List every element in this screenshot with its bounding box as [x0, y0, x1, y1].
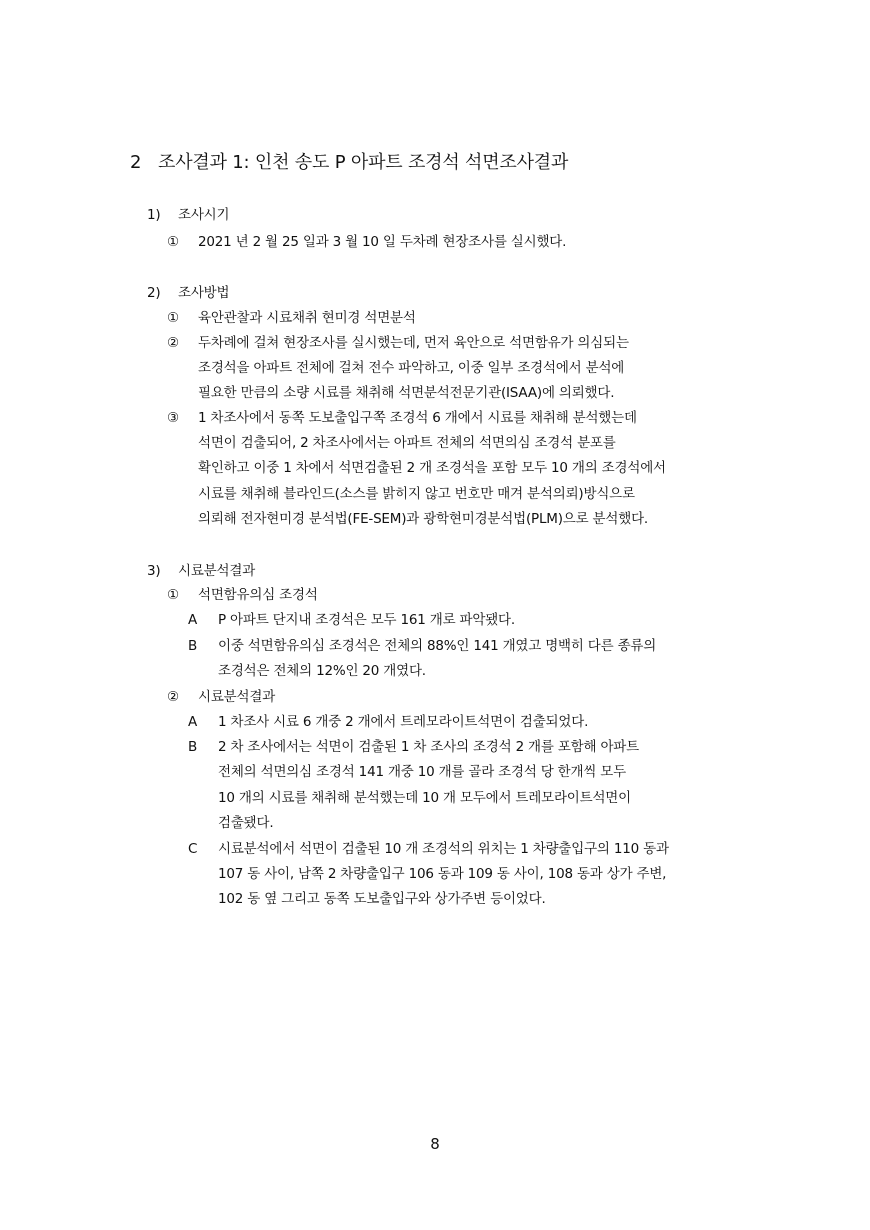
list-item: ① 2021 년 2 월 25 일과 3 월 10 일 두차례 현장조사를 실시했다. [167, 234, 567, 250]
heading-title: 조사결과 1: 인천 송도 P 아파트 조경석 석면조사결과 [158, 152, 569, 173]
list-item: ② 시료분석결과 [167, 689, 276, 705]
sub-item: B 이중 석면함유의심 조경석은 전체의 88%인 141 개였고 명백히 다른 종류의 [188, 638, 657, 654]
sub-item: A P 아파트 단지내 조경석은 모두 161 개로 파악됐다. [188, 612, 515, 628]
sub-item: B 2 차 조사에서는 석면이 검출된 1 차 조사의 조경석 2 개를 포함해 아파트 [188, 739, 639, 755]
sub-item-continuation: 전체의 석면의심 조경석 141 개중 10 개를 골라 조경석 당 한개씩 모두 [218, 764, 626, 780]
list-item-continuation: 필요한 만큼의 소량 시료를 채취해 석면분석전문기관(ISAA)에 의뢰했다. [198, 385, 615, 401]
sub-item-continuation: 102 동 옆 그리고 동쪽 도보출입구와 상가주변 등이었다. [218, 891, 546, 907]
heading-number: 2 [130, 152, 142, 173]
list-item-continuation: 조경석을 아파트 전체에 걸쳐 전수 파악하고, 이중 일부 조경석에서 분석에 [198, 360, 625, 376]
list-item: ① 육안관찰과 시료채취 현미경 석면분석 [167, 310, 416, 326]
list-item-continuation: 확인하고 이중 1 차에서 석면검출된 2 개 조경석을 포함 모두 10 개의 조경석에서 [198, 460, 666, 476]
sub-item-continuation: 107 동 사이, 남쪽 2 차량출입구 106 동과 109 동 사이, 108 동과 상가 주변, [218, 866, 667, 882]
sub-item-continuation: 검출됐다. [218, 815, 274, 831]
sub-item: C 시료분석에서 석면이 검출된 10 개 조경석의 위치는 1 차량출입구의 110 동과 [188, 841, 669, 857]
sub-item-continuation: 조경석은 전체의 12%인 20 개였다. [218, 663, 426, 679]
page-number: 8 [430, 1135, 440, 1153]
list-item: ② 두차례에 걸쳐 현장조사를 실시했는데, 먼저 육안으로 석면함유가 의심되는 [167, 335, 629, 351]
list-item: ① 석면함유의심 조경석 [167, 587, 318, 603]
list-item-continuation: 시료를 채취해 블라인드(소스를 밝히지 않고 번호만 매겨 분석의뢰)방식으로 [198, 486, 635, 502]
sub-item: A 1 차조사 시료 6 개중 2 개에서 트레모라이트석면이 검출되었다. [188, 714, 589, 730]
subsection-title-3: 3) 시료분석결과 [147, 563, 256, 579]
section-heading [130, 151, 568, 175]
list-item-continuation: 석면이 검출되어, 2 차조사에서는 아파트 전체의 석면의심 조경석 분포를 [198, 435, 616, 451]
subsection-title-2: 2) 조사방법 [147, 285, 230, 301]
subsection-title-1: 1) 조사시기 [147, 207, 230, 223]
list-item-continuation: 의뢰해 전자현미경 분석법(FE-SEM)과 광학현미경분석법(PLM)으로 분석했다. [198, 511, 649, 527]
list-item: ③ 1 차조사에서 동쪽 도보출입구쪽 조경석 6 개에서 시료를 채취해 분석했는데 [167, 410, 637, 426]
sub-item-continuation: 10 개의 시료를 채취해 분석했는데 10 개 모두에서 트레모라이트석면이 [218, 790, 631, 806]
